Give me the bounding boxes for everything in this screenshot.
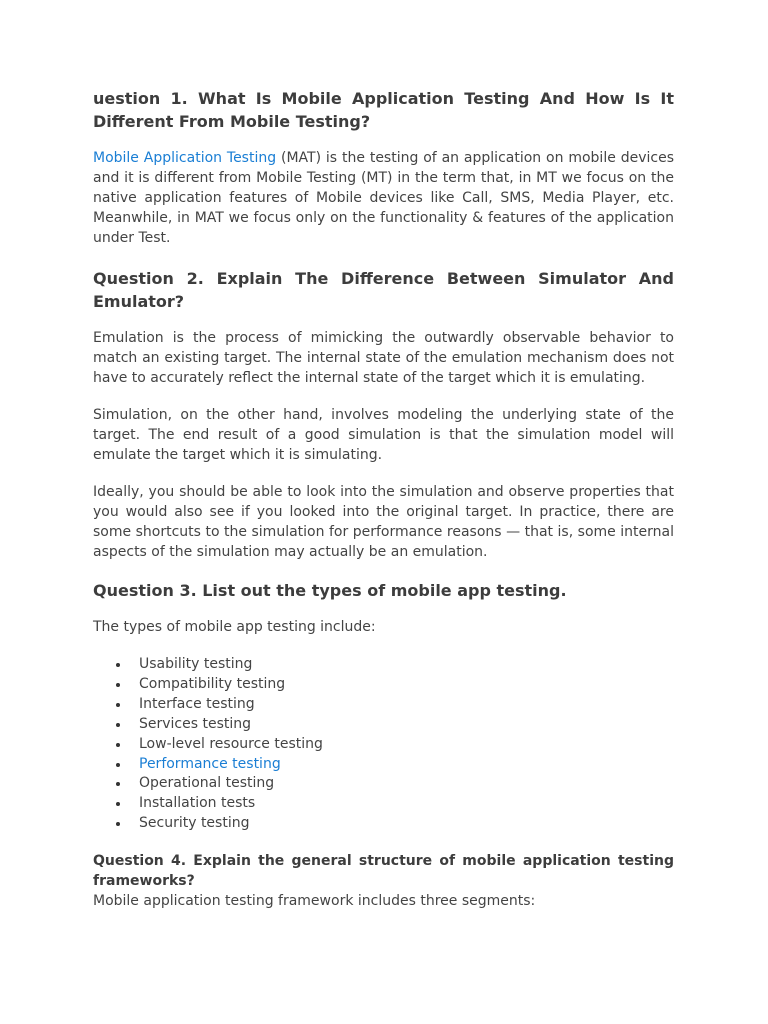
list-item: Interface testing bbox=[93, 695, 674, 715]
emulation-paragraph: Emulation is the process of mimicking the outwardly observable behavior to match an existing target. The internal state of the emulation mechanism does not have to accurately reflect the internal state of the target which it is emulating. bbox=[93, 330, 674, 386]
list-item: Compatibility testing bbox=[93, 675, 674, 695]
ideally-paragraph: Ideally, you should be able to look into the simulation and observe properties that you would also see if you looked into the original target. In practice, there are some shortcuts to the simulation for performance reasons — that is, some internal aspects of the simulation may actually be an emulation. bbox=[93, 484, 674, 560]
list-item-link bbox=[93, 755, 674, 775]
simulation-paragraph: Simulation, on the other hand, involves modeling the underlying state of the target. The end result of a good simulation is that the simulation model will emulate the target which it is simulating. bbox=[93, 407, 674, 463]
mobile-application-testing-link[interactable]: Mobile Application Testing bbox=[93, 150, 277, 166]
list-item: Low-level resource testing bbox=[93, 735, 674, 755]
question-1-answer-text: (MAT) is the testing of an application on mobile devices and it is different from Mobile Testing (MT) in the term that, in MT we focus on the native application features of Mobile devices like Call, SMS, Media Player, etc. Meanwhile, in MAT we focus only on the functionality & features of the application under Test. bbox=[93, 150, 674, 246]
list-item: Security testing bbox=[93, 814, 674, 834]
testing-types-list bbox=[93, 655, 674, 834]
question-1-heading: uestion 1. What Is Mobile Application Testing And How Is It Different From Mobile Testing? bbox=[93, 89, 674, 131]
list-item: Services testing bbox=[93, 715, 674, 735]
question-4-intro: Mobile application testing framework includes three segments: bbox=[93, 893, 536, 910]
list-item: Installation tests bbox=[93, 794, 674, 814]
performance-testing-link[interactable]: Performance testing bbox=[139, 755, 281, 772]
question-2-heading: Question 2. Explain The Difference Between Simulator And Emulator? bbox=[93, 269, 674, 311]
question-3-intro: The types of mobile app testing include: bbox=[93, 619, 376, 635]
list-item: Operational testing bbox=[93, 774, 674, 794]
question-1-answer bbox=[93, 148, 674, 248]
list-item: Usability testing bbox=[93, 655, 674, 675]
document-page bbox=[93, 87, 674, 911]
question-4-heading: Question 4. Explain the general structure of mobile application testing frameworks? bbox=[93, 853, 674, 890]
question-3-heading: Question 3. List out the types of mobile app testing. bbox=[93, 581, 567, 600]
